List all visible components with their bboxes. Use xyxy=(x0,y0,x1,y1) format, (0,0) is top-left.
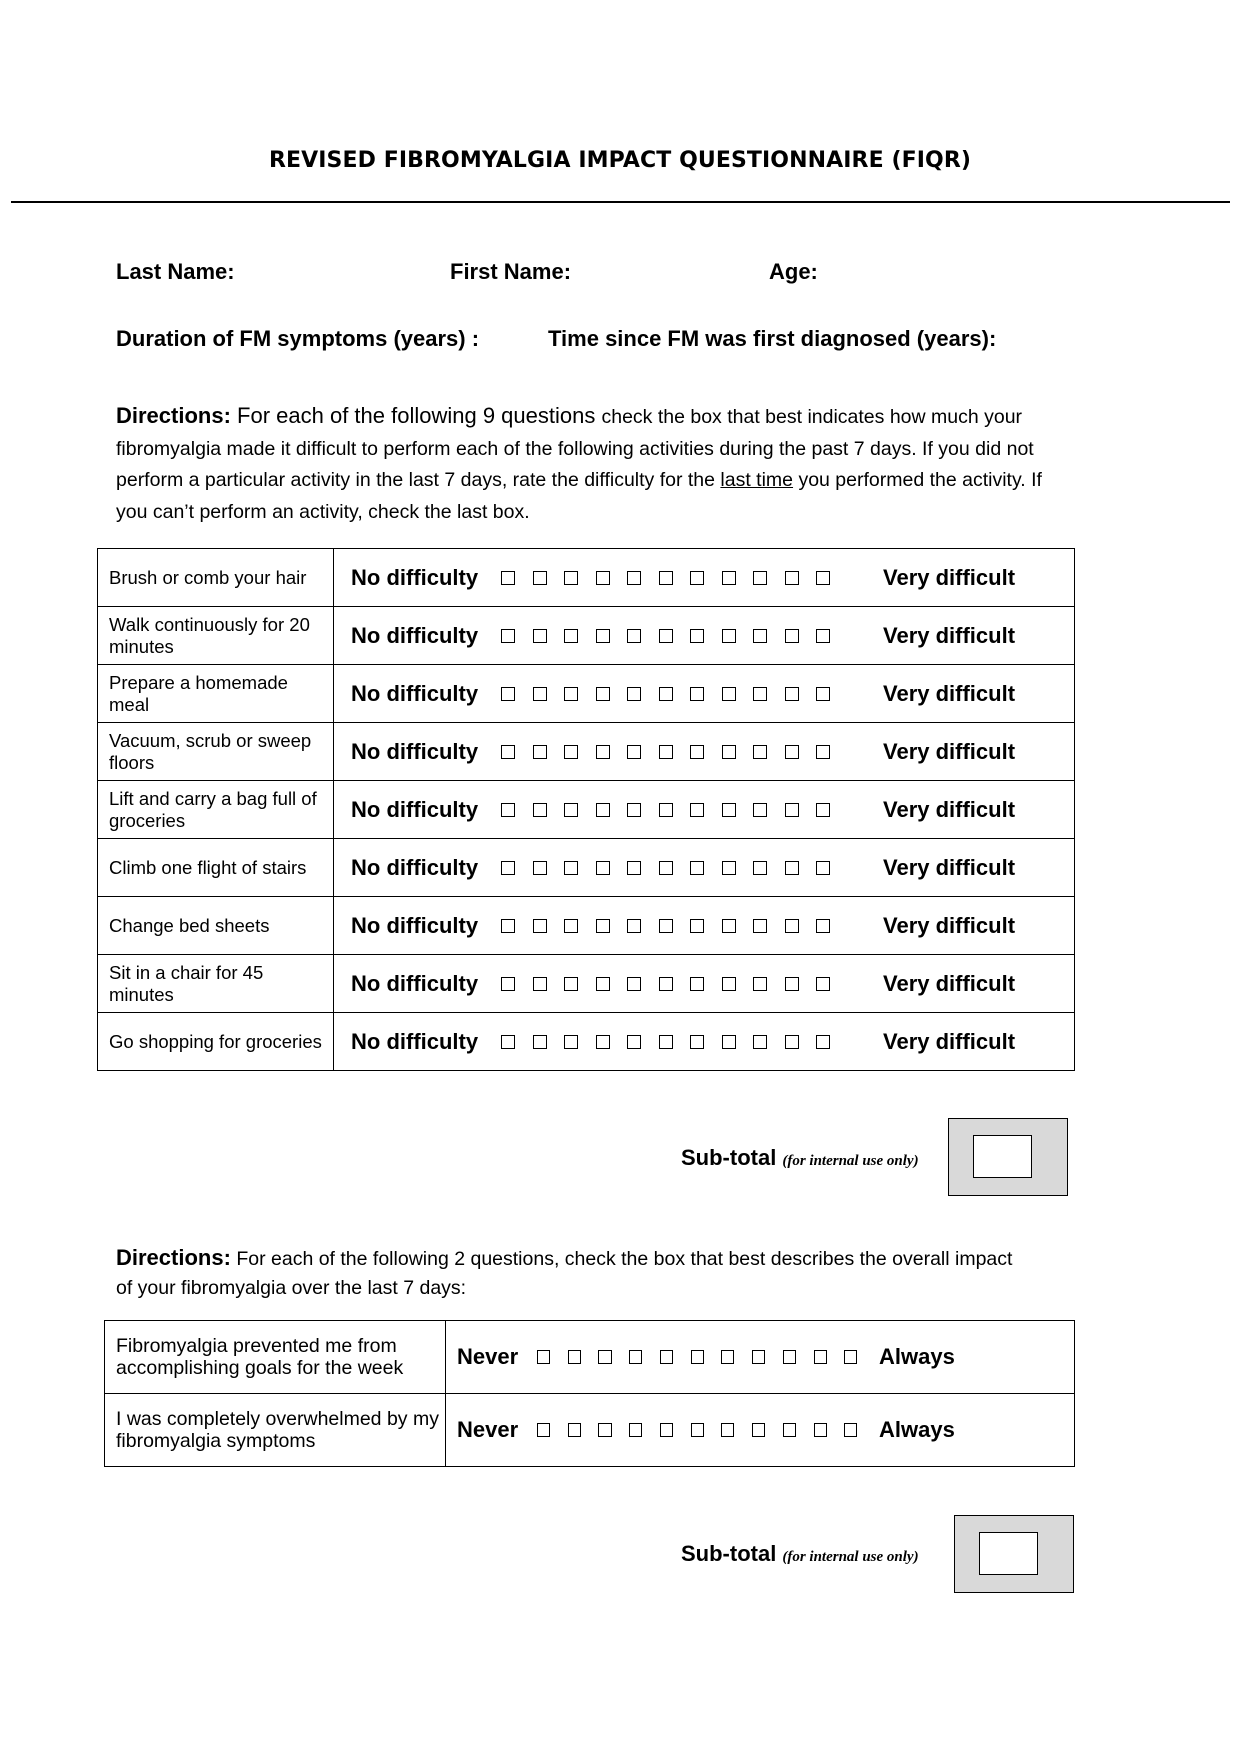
scale-low-label: No difficulty xyxy=(351,1028,479,1054)
rating-checkbox[interactable] xyxy=(501,861,515,875)
scale-low-label: No difficulty xyxy=(351,738,479,764)
rating-checkbox[interactable] xyxy=(753,571,767,585)
rating-checkbox[interactable] xyxy=(596,687,610,701)
rating-checkbox[interactable] xyxy=(659,919,673,933)
rating-checkbox[interactable] xyxy=(753,629,767,643)
rating-checkbox[interactable] xyxy=(816,571,830,585)
impact-scale xyxy=(446,1417,1074,1443)
rating-checkbox[interactable] xyxy=(564,745,578,759)
rating-checkbox[interactable] xyxy=(627,745,641,759)
rating-checkbox[interactable] xyxy=(691,1350,704,1364)
function-table xyxy=(97,548,1075,1071)
function-scale-cell xyxy=(334,781,1075,839)
scale-low-label: No difficulty xyxy=(351,680,479,706)
rating-checkbox[interactable] xyxy=(533,861,547,875)
function-scale xyxy=(334,681,1074,707)
rating-checkbox[interactable] xyxy=(659,571,673,585)
rating-checkbox[interactable] xyxy=(753,861,767,875)
rating-checkbox[interactable] xyxy=(564,919,578,933)
rating-checkbox[interactable] xyxy=(533,745,547,759)
function-scale xyxy=(334,739,1074,765)
checkbox-group xyxy=(501,861,863,875)
rating-checkbox[interactable] xyxy=(785,687,799,701)
function-question: Lift and carry a bag full of groceries xyxy=(98,781,334,839)
rating-checkbox[interactable] xyxy=(690,687,704,701)
impact-row xyxy=(105,1394,1075,1467)
rating-checkbox[interactable] xyxy=(690,1035,704,1049)
rating-checkbox[interactable] xyxy=(690,861,704,875)
rating-checkbox[interactable] xyxy=(690,919,704,933)
directions-label: Directions: xyxy=(116,403,231,428)
scale-high-label: Very difficult xyxy=(883,854,1016,880)
rating-checkbox[interactable] xyxy=(533,687,547,701)
rating-checkbox[interactable] xyxy=(501,803,515,817)
rating-checkbox[interactable] xyxy=(564,861,578,875)
function-scale-cell xyxy=(334,665,1075,723)
scale-low-label: No difficulty xyxy=(351,912,479,938)
rating-checkbox[interactable] xyxy=(564,803,578,817)
checkbox-group xyxy=(501,919,863,933)
rating-checkbox[interactable] xyxy=(627,571,641,585)
rating-checkbox[interactable] xyxy=(537,1350,550,1364)
rating-checkbox[interactable] xyxy=(501,919,515,933)
checkbox-group xyxy=(501,687,863,701)
scale-high-label: Very difficult xyxy=(883,738,1016,764)
rating-checkbox[interactable] xyxy=(722,1035,736,1049)
directions-impact xyxy=(116,1243,1016,1303)
directions-function xyxy=(116,400,1076,528)
rating-checkbox[interactable] xyxy=(816,745,830,759)
function-row xyxy=(98,549,1075,607)
scale-high-label: Always xyxy=(879,1344,955,1369)
rating-checkbox[interactable] xyxy=(690,803,704,817)
rating-checkbox[interactable] xyxy=(814,1350,827,1364)
function-row xyxy=(98,781,1075,839)
checkbox-group xyxy=(537,1350,875,1364)
rating-checkbox[interactable] xyxy=(596,629,610,643)
rating-checkbox[interactable] xyxy=(816,1035,830,1049)
rating-checkbox[interactable] xyxy=(785,1035,799,1049)
rating-checkbox[interactable] xyxy=(783,1350,796,1364)
rating-checkbox[interactable] xyxy=(816,919,830,933)
rating-checkbox[interactable] xyxy=(659,803,673,817)
rating-checkbox[interactable] xyxy=(627,1035,641,1049)
impact-row xyxy=(105,1321,1075,1394)
rating-checkbox[interactable] xyxy=(659,687,673,701)
function-scale-cell xyxy=(334,955,1075,1013)
rating-checkbox[interactable] xyxy=(814,1423,827,1437)
rating-checkbox[interactable] xyxy=(816,861,830,875)
checkbox-group xyxy=(501,977,863,991)
rating-checkbox[interactable] xyxy=(627,919,641,933)
rating-checkbox[interactable] xyxy=(753,977,767,991)
rating-checkbox[interactable] xyxy=(816,803,830,817)
rating-checkbox[interactable] xyxy=(568,1350,581,1364)
rating-checkbox[interactable] xyxy=(785,977,799,991)
duration-label: Duration of FM symptoms (years) : xyxy=(116,326,480,351)
rating-checkbox[interactable] xyxy=(627,977,641,991)
rating-checkbox[interactable] xyxy=(659,745,673,759)
rating-checkbox[interactable] xyxy=(722,571,736,585)
function-row xyxy=(98,607,1075,665)
impact-question: I was completely overwhelmed by my fibromyalgia symptoms xyxy=(105,1394,446,1467)
rating-checkbox[interactable] xyxy=(752,1350,765,1364)
rating-checkbox[interactable] xyxy=(627,629,641,643)
function-scale xyxy=(334,913,1074,939)
scale-low-label: Never xyxy=(457,1417,519,1442)
scale-low-label: No difficulty xyxy=(351,970,479,996)
rating-checkbox[interactable] xyxy=(844,1350,857,1364)
subtotal-box-1 xyxy=(948,1118,1068,1196)
function-question: Vacuum, scrub or sweep floors xyxy=(98,723,334,781)
rating-checkbox[interactable] xyxy=(537,1423,550,1437)
scale-high-label: Very difficult xyxy=(883,564,1016,590)
checkbox-group xyxy=(501,1035,863,1049)
title-divider xyxy=(11,201,1230,203)
rating-checkbox[interactable] xyxy=(722,803,736,817)
impact-scale xyxy=(446,1344,1074,1370)
directions-text-b: you performed the activity. If you can’t perform an activity, check the last box. xyxy=(116,469,1042,523)
function-scale-cell xyxy=(334,723,1075,781)
function-row xyxy=(98,839,1075,897)
rating-checkbox[interactable] xyxy=(753,687,767,701)
rating-checkbox[interactable] xyxy=(753,745,767,759)
function-scale-cell xyxy=(334,1013,1075,1071)
scale-high-label: Very difficult xyxy=(883,1028,1016,1054)
rating-checkbox[interactable] xyxy=(501,687,515,701)
directions-lead: For each of the following 9 questions xyxy=(230,403,602,428)
rating-checkbox[interactable] xyxy=(533,803,547,817)
subtotal-label: Sub-total xyxy=(681,1145,777,1170)
rating-checkbox[interactable] xyxy=(785,803,799,817)
function-question: Prepare a homemade meal xyxy=(98,665,334,723)
rating-checkbox[interactable] xyxy=(722,919,736,933)
rating-checkbox[interactable] xyxy=(533,977,547,991)
function-row xyxy=(98,897,1075,955)
subtotal-1 xyxy=(681,1145,919,1171)
rating-checkbox[interactable] xyxy=(785,919,799,933)
directions2-text: For each of the following 2 questions, check the box that best describes the overall impact of your fibromyalgia over the last 7 days: xyxy=(116,1248,1013,1299)
impact-scale-cell xyxy=(446,1394,1075,1467)
subtotal-input-1[interactable] xyxy=(973,1135,1032,1178)
rating-checkbox[interactable] xyxy=(785,629,799,643)
rating-checkbox[interactable] xyxy=(752,1423,765,1437)
checkbox-group xyxy=(537,1423,875,1437)
checkbox-group xyxy=(501,629,863,643)
scale-low-label: No difficulty xyxy=(351,622,479,648)
subtotal-box-2 xyxy=(954,1515,1074,1593)
function-scale xyxy=(334,971,1074,997)
rating-checkbox[interactable] xyxy=(598,1350,611,1364)
checkbox-group xyxy=(501,571,863,585)
impact-question: Fibromyalgia prevented me from accomplishing goals for the week xyxy=(105,1321,446,1394)
function-question: Brush or comb your hair xyxy=(98,549,334,607)
rating-checkbox[interactable] xyxy=(722,745,736,759)
page-title: REVISED FIBROMYALGIA IMPACT QUESTIONNAIRE (FIQR) xyxy=(268,148,972,173)
rating-checkbox[interactable] xyxy=(627,803,641,817)
function-scale xyxy=(334,565,1074,591)
function-scale xyxy=(334,1029,1074,1055)
rating-checkbox[interactable] xyxy=(501,977,515,991)
rating-checkbox[interactable] xyxy=(722,629,736,643)
first-name-label: First Name: xyxy=(450,259,572,284)
function-scale-cell xyxy=(334,607,1075,665)
rating-checkbox[interactable] xyxy=(533,629,547,643)
rating-checkbox[interactable] xyxy=(564,977,578,991)
function-question: Go shopping for groceries xyxy=(98,1013,334,1071)
subtotal-input-2[interactable] xyxy=(979,1532,1038,1575)
rating-checkbox[interactable] xyxy=(596,571,610,585)
rating-checkbox[interactable] xyxy=(753,919,767,933)
function-row xyxy=(98,955,1075,1013)
rating-checkbox[interactable] xyxy=(659,861,673,875)
rating-checkbox[interactable] xyxy=(564,687,578,701)
rating-checkbox[interactable] xyxy=(722,861,736,875)
rating-checkbox[interactable] xyxy=(596,861,610,875)
rating-checkbox[interactable] xyxy=(627,687,641,701)
function-scale-cell xyxy=(334,839,1075,897)
impact-table xyxy=(104,1320,1075,1467)
function-question: Climb one flight of stairs xyxy=(98,839,334,897)
checkbox-group xyxy=(501,745,863,759)
rating-checkbox[interactable] xyxy=(564,1035,578,1049)
rating-checkbox[interactable] xyxy=(785,571,799,585)
directions-text-a: check the box that best indicates how much your fibromyalgia made it difficult to perform each of the following activities during the past 7 days. If you did not perform a particular activity in the last 7 days, rate the difficulty for the xyxy=(116,406,1034,491)
rating-checkbox[interactable] xyxy=(596,1035,610,1049)
rating-checkbox[interactable] xyxy=(629,1423,642,1437)
rating-checkbox[interactable] xyxy=(722,977,736,991)
rating-checkbox[interactable] xyxy=(596,803,610,817)
scale-high-label: Very difficult xyxy=(883,622,1016,648)
scale-low-label: Never xyxy=(457,1344,519,1369)
rating-checkbox[interactable] xyxy=(501,745,515,759)
rating-checkbox[interactable] xyxy=(691,1423,704,1437)
rating-checkbox[interactable] xyxy=(660,1350,673,1364)
rating-checkbox[interactable] xyxy=(816,629,830,643)
age-label: Age: xyxy=(769,259,818,284)
directions-underlined: last time xyxy=(720,469,794,491)
function-scale xyxy=(334,623,1074,649)
rating-checkbox[interactable] xyxy=(501,629,515,643)
subtotal-note: (for internal use only) xyxy=(782,1549,919,1565)
rating-checkbox[interactable] xyxy=(659,1035,673,1049)
function-scale xyxy=(334,855,1074,881)
rating-checkbox[interactable] xyxy=(659,629,673,643)
scale-high-label: Very difficult xyxy=(883,680,1016,706)
rating-checkbox[interactable] xyxy=(627,861,641,875)
rating-checkbox[interactable] xyxy=(753,1035,767,1049)
rating-checkbox[interactable] xyxy=(816,977,830,991)
rating-checkbox[interactable] xyxy=(596,977,610,991)
rating-checkbox[interactable] xyxy=(690,977,704,991)
last-name-label: Last Name: xyxy=(116,259,235,284)
rating-checkbox[interactable] xyxy=(721,1423,734,1437)
rating-checkbox[interactable] xyxy=(785,861,799,875)
rating-checkbox[interactable] xyxy=(568,1423,581,1437)
rating-checkbox[interactable] xyxy=(629,1350,642,1364)
function-row xyxy=(98,1013,1075,1071)
impact-scale-cell xyxy=(446,1321,1075,1394)
rating-checkbox[interactable] xyxy=(783,1423,796,1437)
function-scale-cell xyxy=(334,549,1075,607)
rating-checkbox[interactable] xyxy=(785,745,799,759)
scale-low-label: No difficulty xyxy=(351,854,479,880)
scale-high-label: Always xyxy=(879,1417,955,1442)
rating-checkbox[interactable] xyxy=(533,1035,547,1049)
rating-checkbox[interactable] xyxy=(690,571,704,585)
function-question: Sit in a chair for 45 minutes xyxy=(98,955,334,1013)
rating-checkbox[interactable] xyxy=(501,571,515,585)
rating-checkbox[interactable] xyxy=(501,1035,515,1049)
rating-checkbox[interactable] xyxy=(533,571,547,585)
scale-high-label: Very difficult xyxy=(883,970,1016,996)
time-since-diagnosis-label: Time since FM was first diagnosed (years): xyxy=(548,326,997,351)
function-question: Change bed sheets xyxy=(98,897,334,955)
rating-checkbox[interactable] xyxy=(721,1350,734,1364)
function-scale-cell xyxy=(334,897,1075,955)
directions2-label: Directions: xyxy=(116,1245,231,1270)
rating-checkbox[interactable] xyxy=(533,919,547,933)
rating-checkbox[interactable] xyxy=(564,571,578,585)
function-row xyxy=(98,665,1075,723)
scale-high-label: Very difficult xyxy=(883,912,1016,938)
function-question: Walk continuously for 20 minutes xyxy=(98,607,334,665)
checkbox-group xyxy=(501,803,863,817)
rating-checkbox[interactable] xyxy=(596,745,610,759)
subtotal-note: (for internal use only) xyxy=(782,1153,919,1169)
rating-checkbox[interactable] xyxy=(753,803,767,817)
rating-checkbox[interactable] xyxy=(659,977,673,991)
scale-low-label: No difficulty xyxy=(351,564,479,590)
rating-checkbox[interactable] xyxy=(564,629,578,643)
rating-checkbox[interactable] xyxy=(660,1423,673,1437)
subtotal-label: Sub-total xyxy=(681,1541,777,1566)
rating-checkbox[interactable] xyxy=(690,629,704,643)
rating-checkbox[interactable] xyxy=(596,919,610,933)
subtotal-2 xyxy=(681,1541,919,1567)
rating-checkbox[interactable] xyxy=(598,1423,611,1437)
rating-checkbox[interactable] xyxy=(816,687,830,701)
function-scale xyxy=(334,797,1074,823)
scale-high-label: Very difficult xyxy=(883,796,1016,822)
rating-checkbox[interactable] xyxy=(690,745,704,759)
rating-checkbox[interactable] xyxy=(722,687,736,701)
scale-low-label: No difficulty xyxy=(351,796,479,822)
rating-checkbox[interactable] xyxy=(844,1423,857,1437)
function-row xyxy=(98,723,1075,781)
